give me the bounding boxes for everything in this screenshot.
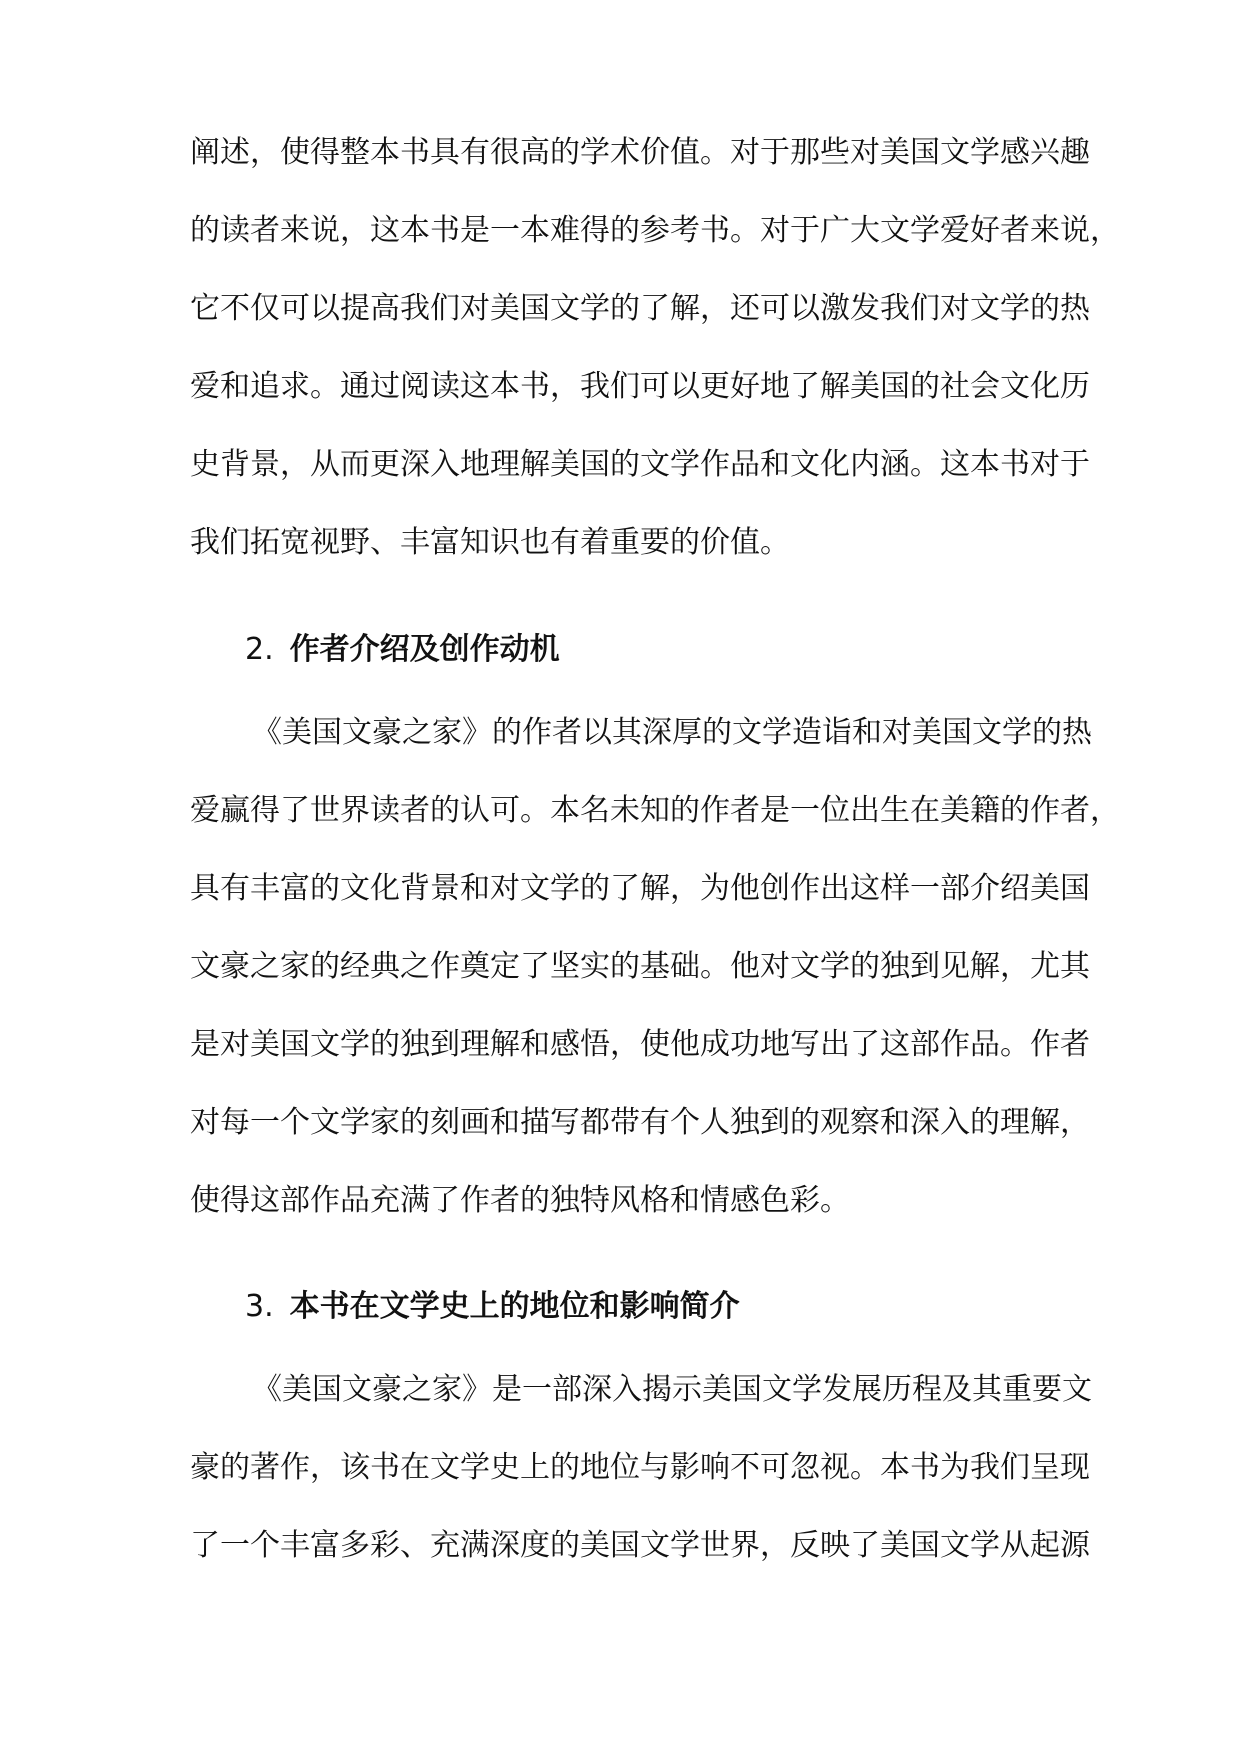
paragraph-line: 文豪之家的经典之作奠定了坚实的基础。他对文学的独到见解，尤其 xyxy=(190,949,1090,984)
paragraph-line: 的读者来说，这本书是一本难得的参考书。对于广大文学爱好者来说， xyxy=(190,213,1120,248)
paragraph-line: 阐述，使得整本书具有很高的学术价值。对于那些对美国文学感兴趣 xyxy=(190,135,1090,170)
paragraph-line: 了一个丰富多彩、充满深度的美国文学世界，反映了美国文学从起源 xyxy=(190,1528,1090,1563)
paragraph-line: 我们拓宽视野、丰富知识也有着重要的价值。 xyxy=(190,525,790,560)
paragraph-line: 豪的著作，该书在文学史上的地位与影响不可忽视。本书为我们呈现 xyxy=(190,1450,1090,1485)
section-heading-2 xyxy=(245,630,560,670)
paragraph-line: 使得这部作品充满了作者的独特风格和情感色彩。 xyxy=(190,1183,850,1218)
section-number: 3. xyxy=(245,1289,274,1324)
paragraph-line: 具有丰富的文化背景和对文学的了解，为他创作出这样一部介绍美国 xyxy=(190,871,1090,906)
section-heading-3 xyxy=(245,1287,740,1327)
paragraph-line: 《美国文豪之家》是一部深入揭示美国文学发展历程及其重要文 xyxy=(252,1372,1092,1407)
paragraph-line: 它不仅可以提高我们对美国文学的了解，还可以激发我们对文学的热 xyxy=(190,291,1090,326)
section-title: 作者介绍及创作动机 xyxy=(289,632,560,667)
section-number: 2. xyxy=(245,632,274,667)
section-title: 本书在文学史上的地位和影响简介 xyxy=(289,1289,740,1324)
paragraph-line: 是对美国文学的独到理解和感悟，使他成功地写出了这部作品。作者 xyxy=(190,1027,1090,1062)
paragraph-line: 对每一个文学家的刻画和描写都带有个人独到的观察和深入的理解， xyxy=(190,1105,1090,1140)
paragraph-line: 史背景，从而更深入地理解美国的文学作品和文化内涵。这本书对于 xyxy=(190,447,1090,482)
paragraph-line: 爱赢得了世界读者的认可。本名未知的作者是一位出生在美籍的作者， xyxy=(190,793,1120,828)
paragraph-line: 《美国文豪之家》的作者以其深厚的文学造诣和对美国文学的热 xyxy=(252,715,1092,750)
paragraph-line: 爱和追求。通过阅读这本书，我们可以更好地了解美国的社会文化历 xyxy=(190,369,1090,404)
